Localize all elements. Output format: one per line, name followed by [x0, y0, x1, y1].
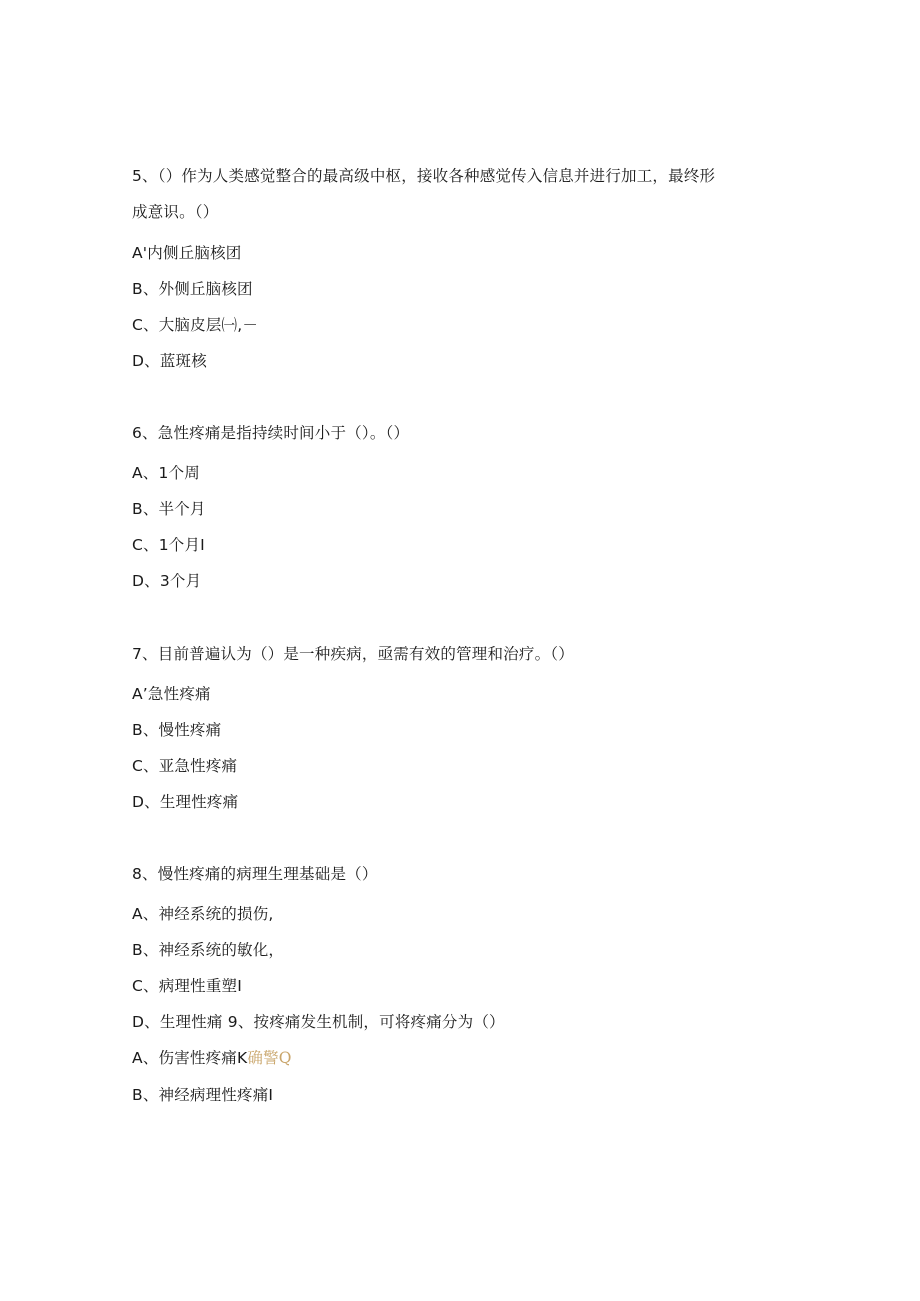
question-9-option-a [132, 1048, 292, 1068]
question-5-stem-line2: 成意识。（） [132, 203, 219, 221]
question-8-option-c: C、病理性重塑I [132, 977, 242, 995]
question-6-option-c: C、1个月I [132, 536, 205, 554]
question-8-stem: 8、慢性疼痛的病理生理基础是（） [132, 865, 378, 883]
question-5-stem-line1: 5、（）作为人类感觉整合的最高级中枢，接收各种感觉传入信息并进行加工，最终形 [132, 167, 716, 185]
question-6-option-d: D、3个月 [132, 572, 202, 590]
question-5-option-c: C、大脑皮层㈠,－ [132, 316, 259, 334]
question-9-option-b: B、神经病理性疼痛I [132, 1086, 274, 1104]
question-8-option-a: A、神经系统的损伤, [132, 905, 274, 923]
question-9-option-a-text: A、伤害性疼痛K [132, 1049, 248, 1067]
question-6-option-a: A、1个周 [132, 464, 200, 482]
question-8-option-d-and-question-9-stem: D、生理性痛 9、按疼痛发生机制，可将疼痛分为（） [132, 1013, 505, 1031]
question-7-option-c: C、亚急性疼痛 [132, 757, 238, 775]
question-5-option-d: D、蓝斑核 [132, 352, 207, 370]
question-5-option-a: A'内侧丘脑核团 [132, 244, 242, 262]
question-6-stem: 6、急性疼痛是指持续时间小于（）。（） [132, 424, 410, 442]
question-6-option-b: B、半个月 [132, 500, 206, 518]
question-7-option-d: D、生理性疼痛 [132, 793, 239, 811]
question-8-option-b: B、神经系统的敏化， [132, 941, 285, 959]
question-7-option-b: B、慢性疼痛 [132, 721, 222, 739]
question-5-option-b: B、外侧丘脑核团 [132, 280, 253, 298]
question-7-stem: 7、目前普遍认为（）是一种疾病，亟需有效的管理和治疗。（） [132, 645, 574, 663]
stamp-mark: 确警Q [247, 1049, 292, 1067]
question-7-option-a: A’急性疼痛 [132, 685, 211, 703]
